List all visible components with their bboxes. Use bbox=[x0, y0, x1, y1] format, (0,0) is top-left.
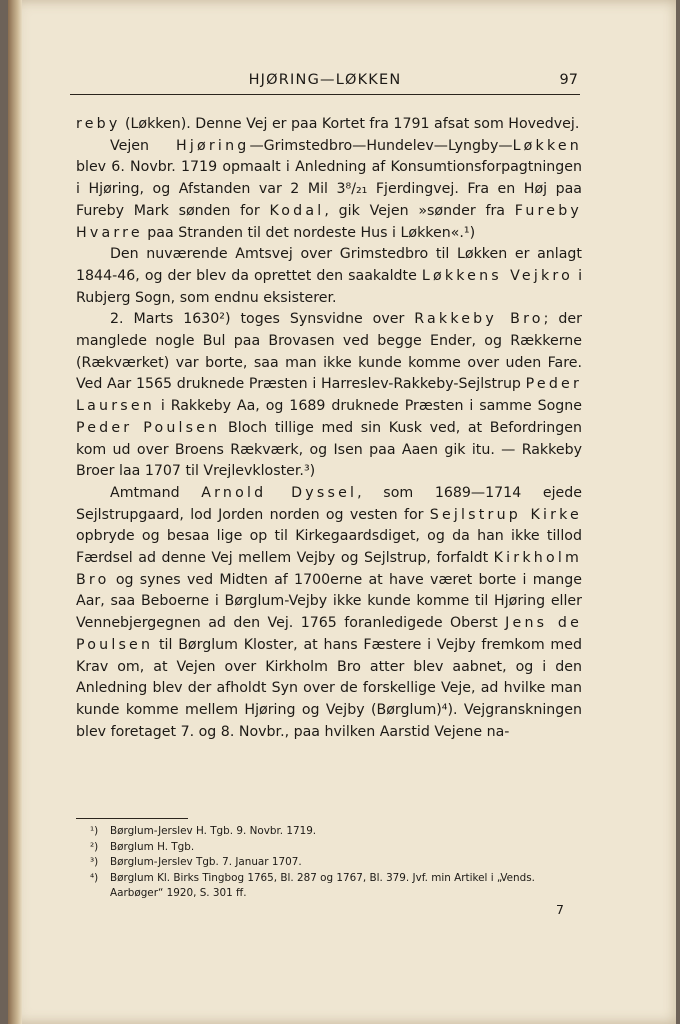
signature-mark: 7 bbox=[556, 902, 564, 917]
paragraph bbox=[76, 244, 582, 309]
footnotes bbox=[84, 824, 580, 902]
footnote-mark: ¹) bbox=[90, 825, 99, 837]
paragraph bbox=[76, 114, 582, 136]
footnote-mark: ³) bbox=[90, 856, 99, 868]
spaced-name: Løkkens Vejkro bbox=[421, 267, 574, 284]
footnote-text: Børglum Kl. Birks Tingbog 1765, Bl. 287 og 1767, Bl. 379. Jvf. min Artikel i „Vends. Aarbøger“ 1920, S. 301 ff. bbox=[110, 871, 535, 899]
page-gutter bbox=[8, 0, 22, 1024]
footnote-mark: ²) bbox=[90, 840, 99, 853]
page-number: 97 bbox=[559, 72, 578, 88]
text-run: ; der manglede nogle Bul paa Brovasen ved begge Ender, og Rækkerne (Rækværket) var borte, saa man ikke kunde komme over uden Fare. Ved Aar 1565 druknede Præsten i Harreslev-Rakkeby-Sejlstrup bbox=[76, 311, 582, 393]
footnote bbox=[84, 840, 580, 856]
text-run: opbryde og besaa lige op til Kirkegaardsdiget, og da han ikke tillod Færdsel ad denne Vej mellem Vejby og Sejlstrup, forfaldt bbox=[76, 528, 582, 567]
text-run: Amtmand bbox=[110, 484, 202, 501]
spaced-name: Løkken bbox=[512, 137, 582, 154]
spaced-name: reby bbox=[76, 116, 121, 132]
text-run: blev 6. Novbr. 1719 opmaalt i Anledning af Konsumtionsforpagtningen i Hjøring, og Afstanden var 2 Mil 3⁸/₂₁ Fjerdingvej. Fra en Høj paa Fureby Mark sønden for bbox=[76, 159, 582, 219]
footnote-text: Børglum-Jerslev H. Tgb. 9. Novbr. 1719. bbox=[110, 825, 317, 837]
body-text bbox=[76, 114, 582, 743]
text-run: —Grimstedbro—Hundelev—Lyngby— bbox=[249, 137, 513, 154]
spaced-name: Rakkeby Bro bbox=[414, 311, 544, 328]
spaced-name: Fureby Hvarre bbox=[76, 202, 582, 241]
text-run: paa Stranden til det nordeste Hus i Løkken«.¹) bbox=[142, 224, 476, 241]
paragraph bbox=[76, 136, 582, 245]
footnote-rule bbox=[76, 818, 188, 819]
text-run: Vejen bbox=[110, 137, 176, 154]
spaced-name: Jens de Poulsen bbox=[76, 615, 582, 653]
spaced-name: Kirkholm Bro bbox=[76, 550, 582, 588]
book-page bbox=[8, 0, 676, 1024]
text-run: 2. Marts 1630²) toges Synsvidne over bbox=[110, 311, 415, 328]
text-run: og synes ved Midten af 1700erne at have været borte i mange Aar, saa Beboerne i Børglum-Vejby ikke kunde komme til Hjøring eller Vennebjergegnen ad den Vej. 1765 foranledigede Oberst bbox=[76, 571, 582, 632]
footnote bbox=[84, 824, 580, 840]
spaced-name: Sejlstrup Kirke bbox=[429, 506, 582, 523]
footnote-text: Børglum H. Tgb. bbox=[110, 840, 195, 853]
footnote-mark: ⁴) bbox=[90, 871, 99, 884]
text-run: (Løkken). Denne Vej er paa Kortet fra 1791 afsat som Hovedvej. bbox=[120, 116, 580, 132]
spaced-name: Peder Laursen bbox=[76, 376, 582, 415]
text-run: til Børglum Kloster, at hans Fæstere i Vejby fremkom med Krav om, at Vejen over Kirkholm Bro atter blev aabnet, og i den Anledning blev der afholdt Syn over de forskellige Veje, ad hvilke man kunde komme mellem Hjøring og Vejby (Børglum)⁴). Vejgranskningen blev foretaget 7. og 8. Novbr., paa hvilken Aarstid Vejene na- bbox=[76, 636, 582, 740]
running-title: HJØRING—LØKKEN bbox=[248, 72, 402, 88]
paragraph bbox=[76, 309, 582, 483]
text-run: , som 1689—1714 ejede Sejlstrupgaard, lod Jorden norden og vesten for bbox=[76, 484, 582, 523]
text-run: Bloch tillige med sin Kusk ved, at Befordringen kom ud over Broens Rækværk, og Isen paa Aaen gik itu. — Rakkeby Broer laa 1707 til Vrejlevkloster.³) bbox=[76, 419, 582, 480]
running-header bbox=[70, 70, 580, 95]
text-run: , gik Vejen »sønder fra bbox=[324, 202, 515, 219]
spaced-name: Arnold Dyssel bbox=[201, 484, 358, 501]
text-run: i Rakkeby Aa, og 1689 druknede Præsten i samme Sogne bbox=[154, 398, 582, 415]
text-run: i Rubjerg Sogn, som endnu eksisterer. bbox=[76, 267, 583, 306]
spaced-name: Peder Poulsen bbox=[76, 419, 221, 436]
paragraph bbox=[76, 483, 582, 743]
footnote bbox=[84, 871, 580, 902]
spaced-name: Kodal bbox=[269, 202, 325, 219]
spaced-name: Hjøring bbox=[176, 137, 250, 154]
footnote-text: Børglum-Jerslev Tgb. 7. Januar 1707. bbox=[110, 856, 302, 868]
footnote bbox=[84, 855, 580, 871]
text-run: Den nuværende Amtsvej over Grimstedbro til Løkken er anlagt 1844-46, og der blev da oprettet den saakaldte bbox=[76, 246, 582, 284]
